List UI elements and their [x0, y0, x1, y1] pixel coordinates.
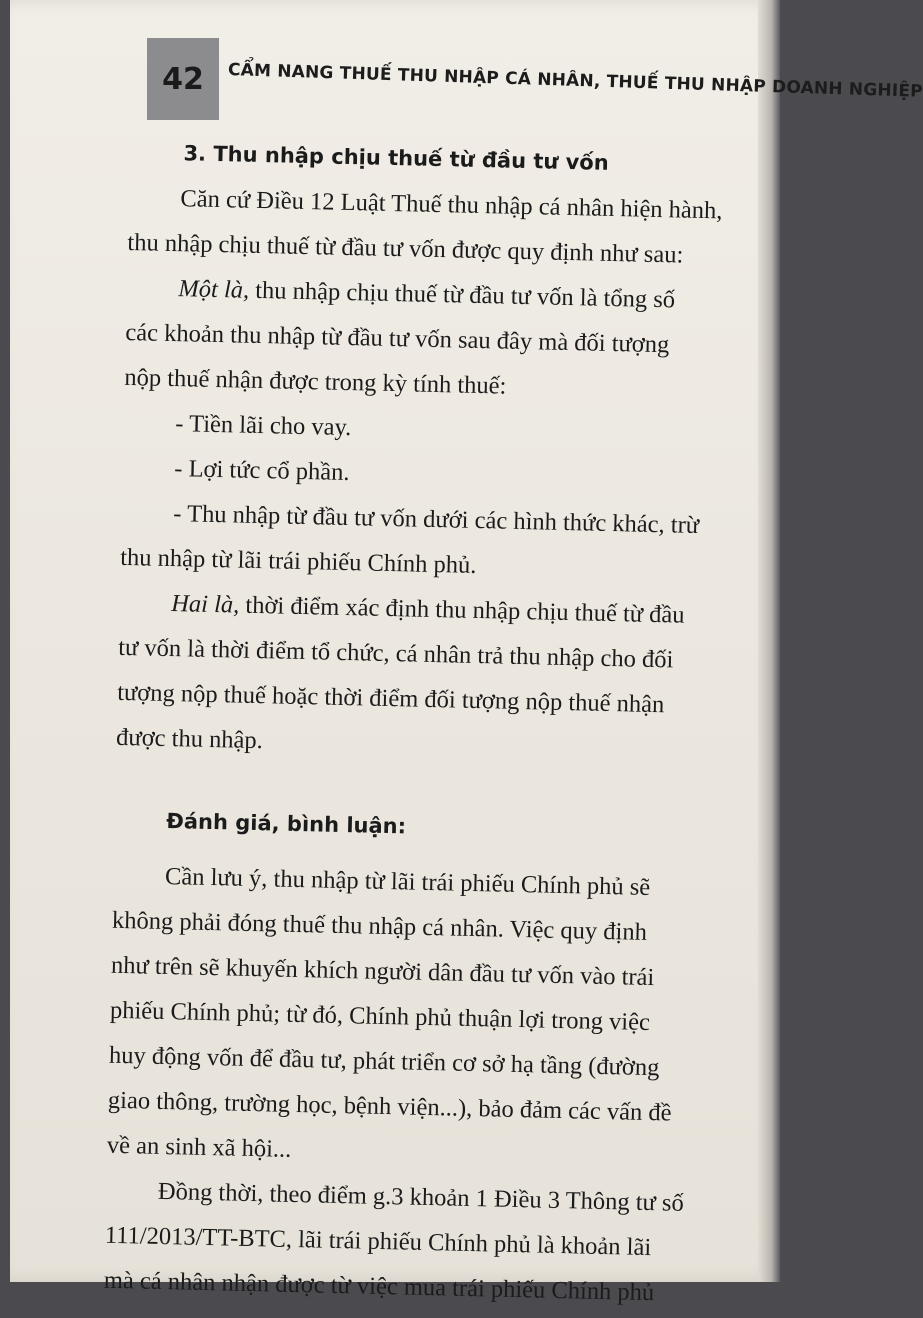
page-body — [103, 130, 789, 1318]
paragraph-line: Đồng thời, theo điểm g.3 khoản 1 Điều 3 Thông tư số — [157, 1177, 685, 1217]
lead-in-one: Một là, — [178, 275, 250, 304]
paragraph-line: về an sinh xã hội... — [106, 1131, 292, 1163]
list-item: - Tiền lãi cho vay. — [175, 410, 352, 442]
book-page — [10, 0, 923, 1307]
list-item: - Lợi tức cổ phần. — [174, 455, 350, 487]
paragraph-line: nộp thuế nhận được trong kỳ tính thuế: — [124, 363, 507, 400]
paragraph-line: không phải đóng thuế thu nhập cá nhân. Việc quy định — [111, 906, 648, 946]
paragraph-line: huy động vốn để đầu tư, phát triển cơ sở hạ tầng (đường — [108, 1041, 660, 1082]
paragraph-line: Căn cứ Điều 12 Luật Thuế thu nhập cá nhân hiện hành, — [180, 185, 723, 225]
paragraph-line: 111/2013/TT-BTC, lãi trái phiếu Chính phủ là khoản lãi — [104, 1221, 652, 1262]
section-heading: 3. Thu nhập chịu thuế từ đầu tư vốn — [183, 141, 609, 175]
lead-in-two: Hai là, — [170, 590, 240, 619]
paragraph-line: mà cá nhân nhận được từ việc mua trái phiếu Chính phủ — [103, 1266, 655, 1307]
paragraph-text: thu nhập chịu thuế từ đầu tư vốn là tổng số — [254, 276, 676, 314]
paragraph-line: các khoản thu nhập từ đầu tư vốn sau đây mà đối tượng — [125, 318, 670, 359]
page-number: 42 — [147, 38, 219, 120]
paragraph-line: thu nhập từ lãi trái phiếu Chính phủ. — [119, 543, 477, 579]
paragraph-line: giao thông, trường học, bệnh viện...), bảo đảm các vấn đề — [107, 1086, 672, 1127]
paragraph-line: được thu nhập. — [115, 723, 264, 755]
running-title: CẨM NANG THUẾ THU NHẬP CÁ NHÂN, THUẾ THU NHẬP DOANH NGHIỆP — [227, 60, 923, 102]
paragraph-line: tượng nộp thuế hoặc thời điểm đối tượng nộp thuế nhận — [116, 678, 665, 719]
paragraph-line: thu nhập chịu thuế từ đầu tư vốn được quy định như sau: — [127, 228, 684, 269]
paragraph-line: tư vốn là thời điểm tổ chức, cá nhân trả thu nhập cho đối — [117, 633, 674, 674]
list-item: - Thu nhập từ đầu tư vốn dưới các hình thức khác, trừ — [173, 500, 700, 540]
paragraph-line: Cần lưu ý, thu nhập từ lãi trái phiếu Chính phủ sẽ — [164, 862, 651, 901]
page-header — [135, 38, 923, 122]
paragraph-text: thời điểm xác định thu nhập chịu thuế từ đầu — [245, 591, 685, 629]
paragraph-line: phiếu Chính phủ; từ đó, Chính phủ thuận lợi trong việc — [109, 996, 651, 1037]
paragraph-line: như trên sẽ khuyến khích người dân đầu tư vốn vào trái — [110, 951, 655, 992]
review-heading: Đánh giá, bình luận: — [166, 809, 407, 839]
